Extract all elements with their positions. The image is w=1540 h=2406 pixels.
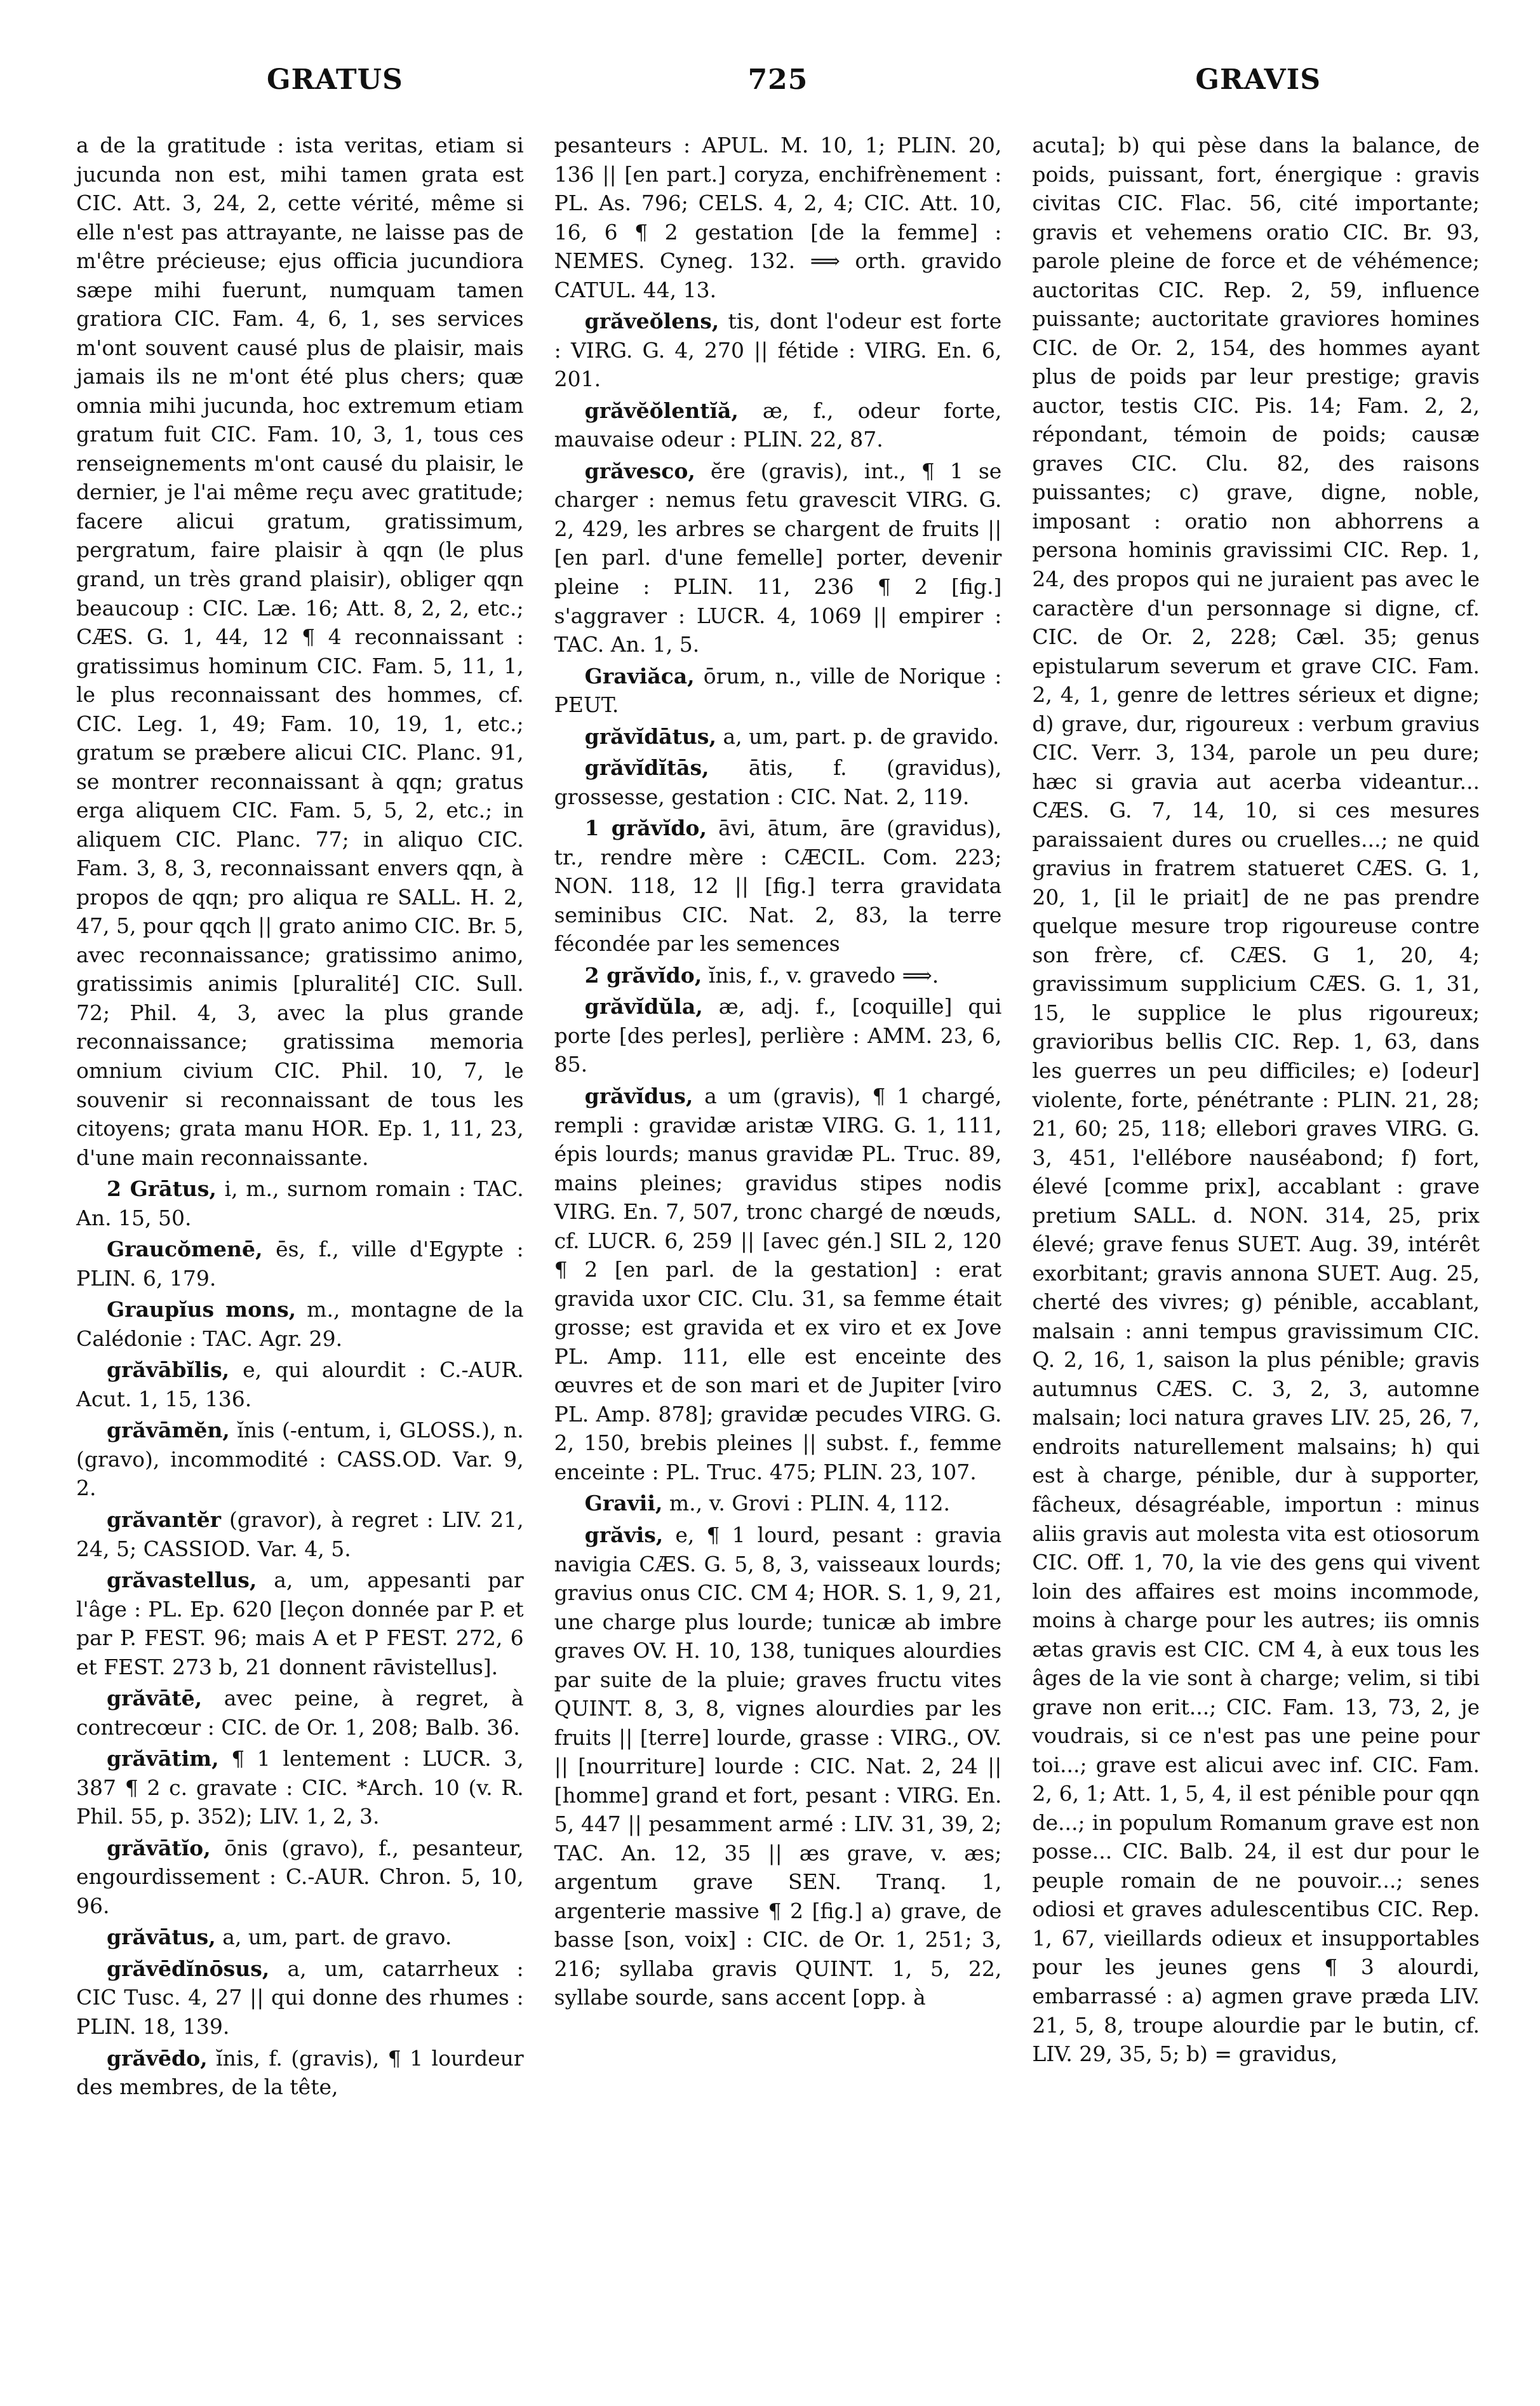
entry-definition: avec peine, à regret, à contrecœur : CIC. de Or. 1, 208; Balb. 36. <box>76 1686 524 1740</box>
header-left-guideword: GRATUS <box>267 64 403 96</box>
entry-headword: grăvĭdŭla, <box>584 994 703 1019</box>
entry-definition: e, qui alourdit : C.-AUR. Acut. 1, 15, 136. <box>76 1357 524 1411</box>
entry-definition: acuta]; b) qui pèse dans la balance, de poids, puissant, fort, énergique : gravis civitas CIC. Flac. 56, cité importante; gravis et vehemens oratio CIC. Br. 93, parole pleine de force et de véhémence; auctoritas CIC. Rep. 2, 59, influence puissante; auctoritate graviores homines CIC. de Or. 2, 154, des hommes ayant plus de poids par leur prestige; gravis auctor, testis CIC. Pis. 14; Fam. 2, 2, répondant, témoin de poids; causæ graves CIC. Clu. 82, des raisons puissantes; c) grave, digne, noble, imposant : oratio non abhorrens a persona hominis gravissimi CIC. Rep. 1, 24, des propos qui ne juraient pas avec le caractère d'un personnage si digne, cf. CIC. de Or. 2, 228; Cæl. 35; genus epistularum severum et grave CIC. Fam. 2, 4, 1, genre de lettres sérieux et digne; d) grave, dur, rigoureux : verbum gravius CIC. Verr. 3, 134, parole un peu dure; hæc si gravia aut acerba videantur... CÆS. G. 7, 14, 10, si ces mesures paraissaient dures ou cruelles...; ne quid gravius in fratrem statueret CÆS. G. 1, 20, 1, [il le priait] de ne pas prendre quelque mesure trop rigoureuse contre son frère, cf. CÆS. G 1, 20, 4; gravissimum supplicium CÆS. G. 1, 31, 15, le supplice le plus rigoureux; gravioribus bellis CIC. Rep. 1, 63, dans les guerres un peu difficiles; e) [odeur] violente, forte, pénétrante : PLIN. 21, 28; 21, 60; 25, 118; ellebori graves VIRG. G. 3, 451, l'ellébore nauséabond; f) fort, élevé [comme prix], accablant : grave pretium SALL. d. NON. 314, 25, prix élevé; grave fenus SUET. Aug. 39, intérêt exorbitant; gravis annona SUET. Aug. 25, cherté des vivres; g) pénible, accablant, malsain : anni tempus gravissimum CIC. Q. 2, 16, 1, saison la plus pénible; gravis autumnus CÆS. C. 3, 2, 3, automne malsain; loci natura graves LIV. 25, 26, 7, endroits naturellement malsains; h) qui est à charge, pénible, dur à supporter, fâcheux, désagréable, importun : minus aliis gravis aut molesta vita est otiosorum CIC. Off. 1, 70, la vie des gens qui vivent loin des affaires est moins incommode, moins à charge pour les autres; iis omnis ætas gravis est CIC. CM 4, à eux tous les âges de la vie sont à charge; velim, si tibi grave non erit...; CIC. Fam. 13, 73, 2, je voudrais, si ce n'est pas une peine pour toi...; grave est alicui avec inf. CIC. Fam. 2, 6, 1; Att. 1, 5, 4, il est pénible pour qqn de...; in populum Romanum grave est non posse... CIC. Balb. 24, il est dur pour le peuple romain de ne pouvoir...; senes odiosi et graves adulescentibus CIC. Rep. 1, 67, vieillards odieux et insupportables pour les jeunes gens ¶ 3 alourdi, embarrassé : a) agmen grave præda LIV. 21, 5, 8, troupe alourdie par le butin, cf. LIV. 29, 35, 5; b) = gravidus, <box>1032 133 1480 2067</box>
entry-definition: ĕre (gravis), int., ¶ 1 se charger : nemus fetu gravescit VIRG. G. 2, 429, les arbres se chargent de fruits || [en parl. d'une femelle] porter, devenir pleine : PLIN. 11, 236 ¶ 2 [fig.] s'aggraver : LUCR. 4, 1069 || empirer : TAC. An. 1, 5. <box>554 458 1002 657</box>
dictionary-entry <box>554 131 1002 304</box>
dictionary-entry <box>554 662 1002 720</box>
dictionary-entry <box>554 1489 1002 1518</box>
entry-definition: (gravor), à regret : LIV. 21, 24, 5; CASSIOD. Var. 4, 5. <box>76 1507 524 1561</box>
entry-headword: grăvēdĭnōsus, <box>107 1956 270 1981</box>
entry-definition: ōnis (gravo), f., pesanteur, engourdissement : C.-AUR. Chron. 5, 10, 96. <box>76 1835 524 1918</box>
dictionary-entry <box>554 961 1002 990</box>
entry-headword: grăvĕŏlentĭă, <box>584 398 739 423</box>
dictionary-entry <box>76 1505 524 1563</box>
entry-headword: grăvābĭlis, <box>107 1357 230 1383</box>
dictionary-entry <box>76 1744 524 1831</box>
entry-headword: grăvantĕr <box>107 1507 222 1532</box>
entry-definition: ēs, f., ville d'Egypte : PLIN. 6, 179. <box>76 1237 524 1291</box>
entry-headword: grăvastellus, <box>107 1568 257 1593</box>
dictionary-page <box>76 64 1480 2325</box>
column-middle <box>554 131 1002 2104</box>
entry-headword: grăvātus, <box>107 1925 216 1950</box>
entry-headword: Gravii, <box>584 1491 663 1516</box>
entry-headword: grăvātĭo, <box>107 1835 211 1860</box>
entry-headword: 1 grăvĭdo, <box>584 816 707 841</box>
entry-definition: m., v. Grovi : PLIN. 4, 112. <box>669 1491 950 1516</box>
entry-definition: ātis, f. (gravidus), grossesse, gestation : CIC. Nat. 2, 119. <box>554 755 1002 809</box>
dictionary-entry <box>76 1834 524 1921</box>
entry-definition: æ, f., odeur forte, mauvaise odeur : PLIN. 22, 87. <box>554 398 1002 452</box>
header-right-guideword: GRAVIS <box>1195 64 1321 96</box>
entry-definition: m., montagne de la Calédonie : TAC. Agr. 29. <box>76 1297 524 1351</box>
entry-definition: ĭnis, f., v. gravedo ⟹. <box>708 962 939 988</box>
column-left <box>76 131 524 2104</box>
running-header <box>76 64 1480 96</box>
entry-headword: grăvēdo, <box>107 2045 208 2071</box>
dictionary-entry <box>76 1295 524 1353</box>
dictionary-entry <box>554 457 1002 659</box>
entry-definition: tis, dont l'odeur est forte : VIRG. G. 4, 270 || fétide : VIRG. En. 6, 201. <box>554 309 1002 392</box>
dictionary-entry <box>554 753 1002 811</box>
entry-definition: ĭnis, f. (gravis), ¶ 1 lourdeur des membres, de la tête, <box>76 2045 524 2100</box>
dictionary-entry <box>554 396 1002 454</box>
entry-definition: a de la gratitude : ista veritas, etiam si jucunda non est, mihi tamen grata est CIC. Att. 3, 24, 2, cette vérité, même si elle n'est pas attrayante, ne laisse pas de m'être précieuse; ejus officia jucundiora sæpe mihi fuerunt, numquam tamen gratiora CIC. Fam. 4, 6, 1, ses services m'ont souvent causé plus de plaisir, mais jamais ils ne m'ont été plus chers; quæ omnia mihi jucunda, hoc extremum etiam gratum fuit CIC. Fam. 10, 3, 1, tous ces renseignements m'ont causé du plaisir, le dernier, je l'ai même reçu avec gratitude; facere alicui gratum, gratissimum, pergratum, faire plaisir à qqn (le plus grand, un très grand plaisir), obliger qqn beaucoup : CIC. Læ. 16; Att. 8, 2, 2, etc.; CÆS. G. 1, 44, 12 ¶ 4 reconnaissant : gratissimus hominum CIC. Fam. 5, 11, 1, le plus reconnaissant des hommes, cf. CIC. Leg. 1, 49; Fam. 10, 19, 1, etc.; gratum se præbere alicui CIC. Planc. 91, se montrer reconnaissant à qqn; gratus erga aliquem CIC. Fam. 5, 5, 2, etc.; in aliquem CIC. Planc. 77; in aliquo CIC. Fam. 3, 8, 3, reconnaissant envers qqn, à propos de qqn; pro aliqua re SALL. H. 2, 47, 5, pour qqch || grato animo CIC. Br. 5, avec reconnaissance; gratissimo animo, gratissimis animis [pluralité] CIC. Sull. 72; Phil. 4, 3, avec la plus grande reconnaissance; gratissima memoria omnium civium CIC. Phil. 10, 7, le souvenir si reconnaissant de tous les citoyens; grata manu HOR. Ep. 1, 11, 23, d'une main reconnaissante. <box>76 133 524 1170</box>
dictionary-entry <box>1032 131 1480 2069</box>
dictionary-entry <box>76 2044 524 2102</box>
entry-definition: i, m., surnom romain : TAC. An. 15, 50. <box>76 1176 524 1230</box>
dictionary-entry <box>76 131 524 1172</box>
dictionary-entry <box>554 1082 1002 1486</box>
dictionary-entry <box>76 1174 524 1232</box>
entry-headword: grăvĭdĭtās, <box>584 755 709 781</box>
entry-headword: 2 Grātus, <box>107 1176 217 1202</box>
entry-definition: ōrum, n., ville de Norique : PEUT. <box>554 663 1002 718</box>
entry-headword: grăveŏlens, <box>584 309 720 334</box>
dictionary-entry <box>554 814 1002 958</box>
entry-definition: a, um, catarrheux : CIC Tusc. 4, 27 || qui donne des rhumes : PLIN. 18, 139. <box>76 1956 524 2039</box>
dictionary-entry <box>76 1355 524 1413</box>
entry-definition: ¶ 1 lentement : LUCR. 3, 387 ¶ 2 c. gravate : CIC. *Arch. 10 (v. R. Phil. 55, p. 352); LIV. 1, 2, 3. <box>76 1746 524 1829</box>
entry-definition: e, ¶ 1 lourd, pesant : gravia navigia CÆS. G. 5, 8, 3, vaisseaux lourds; gravius onus CIC. CM 4; HOR. S. 1, 9, 21, une charge plus lourde; tunicæ ab imbre graves OV. H. 10, 138, tuniques alourdies par suite de la pluie; graves fructu vites QUINT. 8, 3, 8, vignes alourdies par les fruits || [terre] lourde, grasse : VIRG., OV. || [nourriture] lourde : CIC. Nat. 2, 24 || [homme] grand et fort, pesant : VIRG. En. 5, 447 || pesamment armé : LIV. 31, 39, 2; TAC. An. 12, 35 || æs grave, v. æs; argentum grave SEN. Tranq. 1, argenterie massive ¶ 2 [fig.] a) grave, de basse [son, voix] : CIC. de Or. 1, 251; 3, 216; syllaba gravis QUINT. 1, 5, 22, syllabe sourde, sans accent [opp. à <box>554 1522 1002 2010</box>
dictionary-entry <box>554 1521 1002 2012</box>
dictionary-entry <box>554 307 1002 394</box>
entry-definition: a, um, appesanti par l'âge : PL. Ep. 620 [leçon donnée par P. et par P. FEST. 96; mais A et P FEST. 272, 6 et FEST. 273 b, 21 donnent rāvistellus]. <box>76 1568 524 1679</box>
dictionary-entry <box>76 1684 524 1742</box>
entry-headword: Graviăca, <box>584 663 695 689</box>
entry-definition: pesanteurs : APUL. M. 10, 1; PLIN. 20, 136 || [en part.] coryza, enchifrènement : PL. As. 796; CELS. 4, 2, 4; CIC. Att. 10, 16, 6 ¶ 2 gestation [de la femme] : NEMES. Cyneg. 132. ⟹ orth. gravido CATUL. 44, 13. <box>554 133 1002 302</box>
entry-definition: a, um, part. de gravo. <box>222 1925 452 1950</box>
dictionary-entry <box>76 1923 524 1952</box>
entry-definition: a, um, part. p. de gravido. <box>723 723 1000 749</box>
entry-headword: grăvĭdātus, <box>584 723 716 749</box>
entry-headword: grăvesco, <box>584 458 695 483</box>
entry-headword: grăvĭdus, <box>584 1084 693 1108</box>
dictionary-entry <box>554 992 1002 1079</box>
dictionary-entry <box>76 1416 524 1503</box>
dictionary-entry <box>76 1954 524 2041</box>
entry-definition: a um (gravis), ¶ 1 chargé, rempli : gravidæ aristæ VIRG. G. 1, 111, épis lourds; manus gravidæ PL. Truc. 89, mains pleines; gravidus stipes nodis VIRG. En. 7, 507, tronc chargé de nœuds, cf. LUCR. 6, 259 || [avec gén.] SIL 2, 120 ¶ 2 [en parl. de la gestation] : erat gravida uxor CIC. Clu. 31, sa femme était grosse; est gravida et ex viro et ex Jove PL. Amp. 111, elle est enceinte des œuvres et de son mari et de Jupiter [viro PL. Amp. 878]; gravidæ pecudes VIRG. G. 2, 150, brebis pleines || subst. f., femme enceinte : PL. Truc. 475; PLIN. 23, 107. <box>554 1084 1002 1484</box>
entry-headword: grăvātim, <box>107 1746 219 1771</box>
entry-headword: grăvāmĕn, <box>107 1418 230 1443</box>
column-right <box>1032 131 1480 2104</box>
text-columns <box>76 131 1480 2104</box>
entry-headword: Graupĭus mons, <box>107 1297 297 1322</box>
entry-headword: Graucŏmenē, <box>107 1237 263 1262</box>
entry-definition: ĭnis (-entum, i, GLOSS.), n. (gravo), incommodité : CASS.OD. Var. 9, 2. <box>76 1418 524 1501</box>
entry-headword: 2 grăvĭdo, <box>584 962 702 988</box>
entry-headword: grăvis, <box>584 1522 664 1547</box>
dictionary-entry <box>554 722 1002 751</box>
entry-definition: æ, adj. f., [coquille] qui porte [des perles], perlière : AMM. 23, 6, 85. <box>554 994 1002 1077</box>
entry-headword: grăvātē, <box>107 1686 203 1711</box>
page-number: 725 <box>747 64 808 96</box>
dictionary-entry <box>76 1235 524 1293</box>
dictionary-entry <box>76 1566 524 1681</box>
entry-definition: āvi, ātum, āre (gravidus), tr., rendre mère : CÆCIL. Com. 223; NON. 118, 12 || [fig.] terra gravidata seminibus CIC. Nat. 2, 83, la terre fécondée par les semences <box>554 816 1002 957</box>
